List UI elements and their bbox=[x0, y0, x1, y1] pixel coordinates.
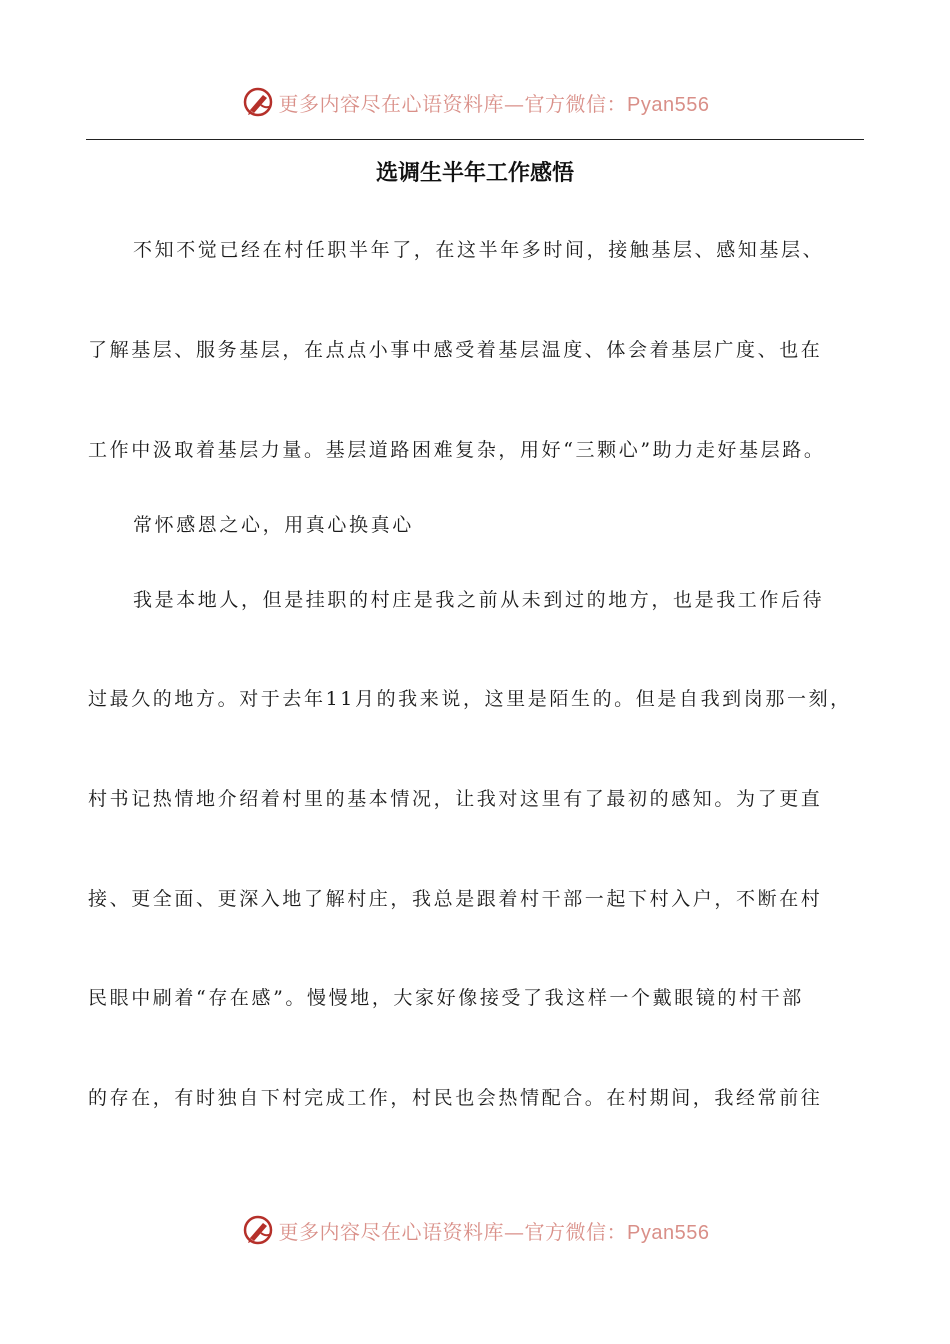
banner-sep-text: —官方微信： bbox=[504, 1219, 628, 1244]
paragraph-line: 村书记热情地介绍着村里的基本情况，让我对这里有了最初的感知。为了更直 bbox=[88, 788, 823, 810]
banner-main-text: 更多内容尽在心语资料库 bbox=[278, 1219, 505, 1244]
paragraph-line: 工作中汲取着基层力量。基层道路困难复杂，用好“三颗心”助力走好基层路。 bbox=[88, 439, 826, 461]
footer-banner-text bbox=[279, 1216, 710, 1245]
banner-main-text: 更多内容尽在心语资料库 bbox=[278, 91, 505, 116]
header-banner bbox=[0, 82, 950, 122]
header-divider bbox=[86, 139, 864, 140]
banner-wechat-id: Pyan556 bbox=[627, 93, 710, 116]
banner-wechat-id: Pyan556 bbox=[627, 1221, 710, 1244]
paragraph-line: 民眼中刷着“存在感”。慢慢地，大家好像接受了我这样一个戴眼镜的村干部 bbox=[88, 987, 804, 1009]
section-heading: 常怀感恩之心，用真心换真心 bbox=[133, 514, 414, 536]
paragraph-line: 我是本地人，但是挂职的村庄是我之前从未到过的地方，也是我工作后待 bbox=[133, 589, 825, 611]
paragraph-line: 的存在，有时独自下村完成工作，村民也会热情配合。在村期间，我经常前往 bbox=[88, 1087, 823, 1109]
pen-logo-icon bbox=[241, 85, 275, 119]
document-title: 选调生半年工作感悟 bbox=[375, 161, 574, 186]
footer-banner bbox=[0, 1210, 950, 1250]
pen-logo-icon bbox=[241, 1213, 275, 1247]
header-banner-text bbox=[279, 88, 710, 117]
banner-sep-text: —官方微信： bbox=[504, 91, 628, 116]
paragraph-line: 过最久的地方。对于去年11月的我来说，这里是陌生的。但是自我到岗那一刻， bbox=[88, 688, 852, 710]
paragraph-line: 了解基层、服务基层，在点点小事中感受着基层温度、体会着基层广度、也在 bbox=[88, 339, 823, 361]
paragraph-line: 接、更全面、更深入地了解村庄，我总是跟着村干部一起下村入户，不断在村 bbox=[88, 888, 823, 910]
paragraph-line: 不知不觉已经在村任职半年了，在这半年多时间，接触基层、感知基层、 bbox=[133, 239, 825, 261]
